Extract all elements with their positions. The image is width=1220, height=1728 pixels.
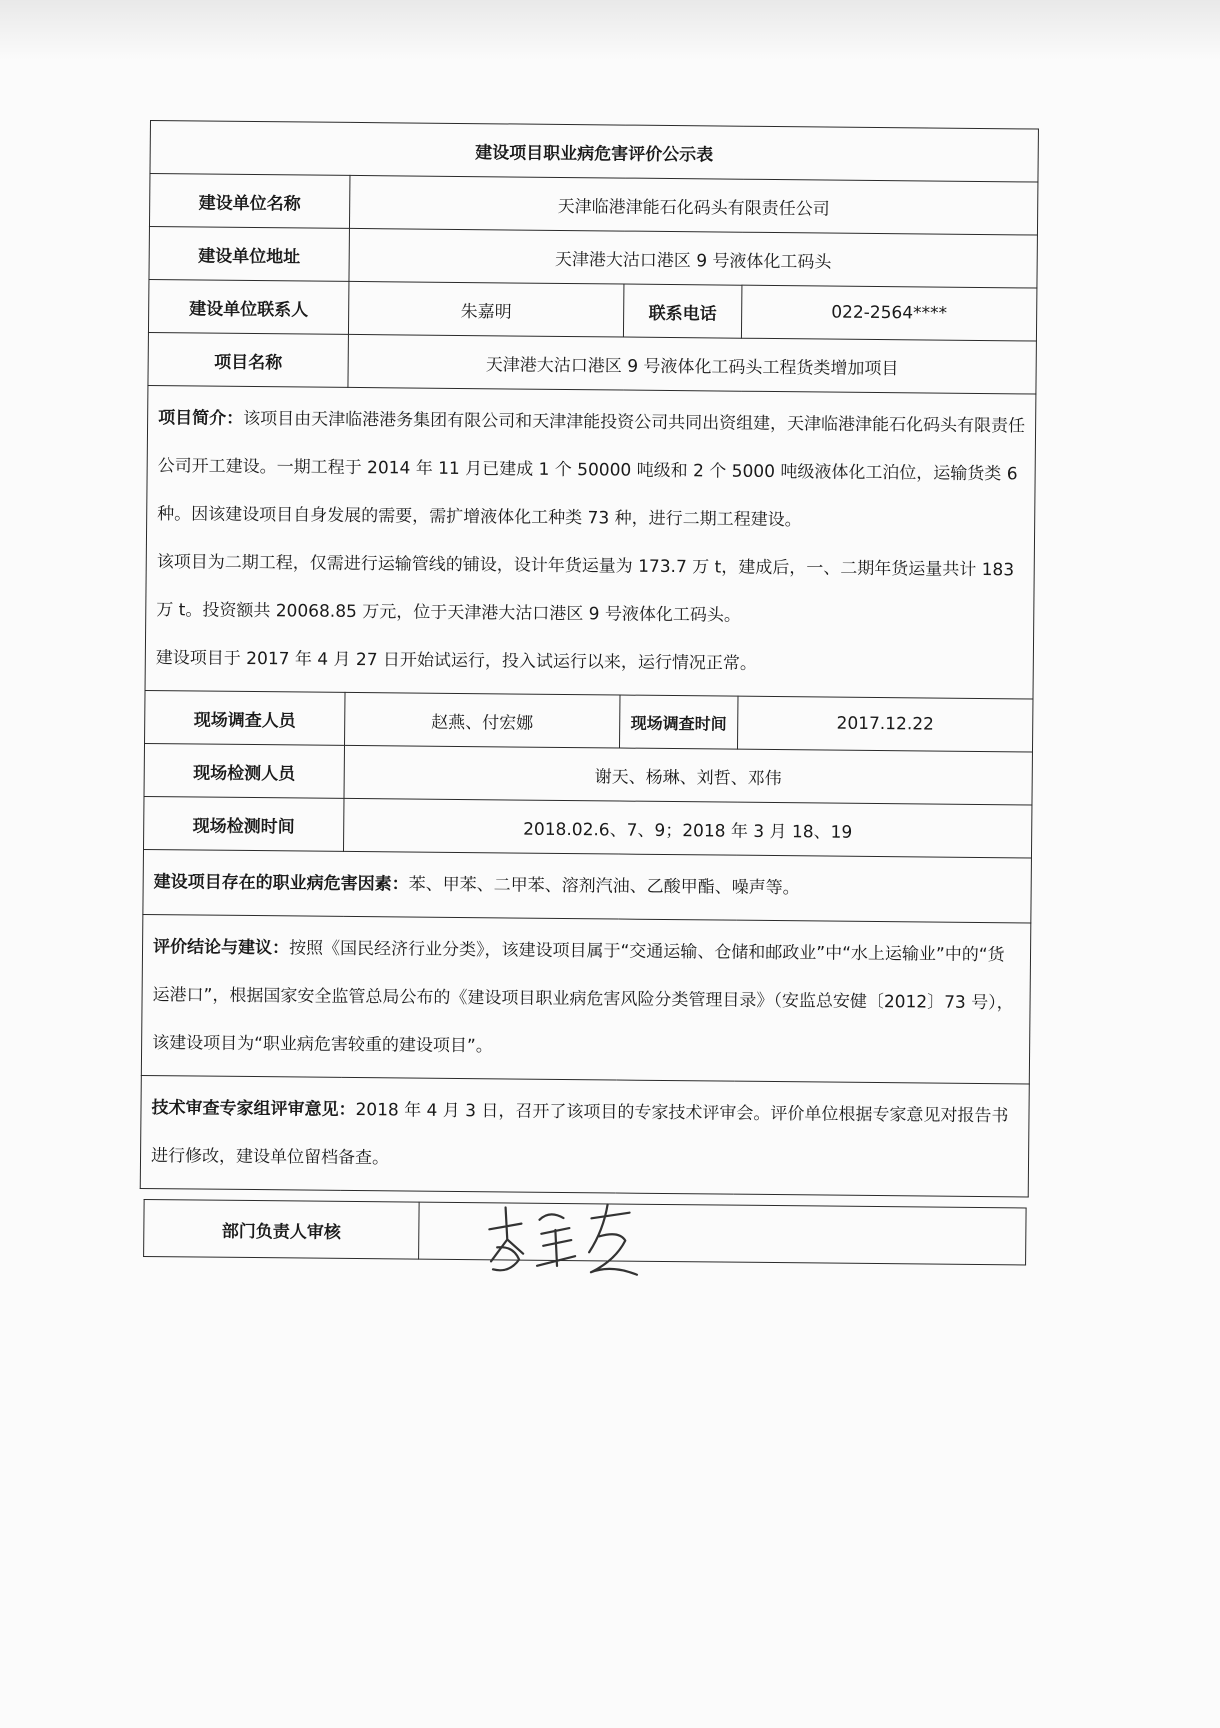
unit-address-value: 天津港大沽口港区 9 号液体化工码头 [349, 228, 1037, 288]
survey-staff-label: 现场调查人员 [145, 690, 345, 745]
project-intro-text-2: 该项目为二期工程，仅需进行运输管线的铺设，设计年货运量为 173.7 万 t，建成后，一、二期年货运量共计 183 万 t。投资额共 20068.85 万元，位于天津港大沽口港区 9 号液体化工码头。 [156, 552, 1015, 626]
evaluation-conclusion [141, 914, 1031, 1084]
project-intro-text-1: 该项目由天津临港港务集团有限公司和天津津能投资公司共同出资组建，天津临港津能石化码头有限责任公司开工建设。一期工程于 2014 年 11 月已建成 1 个 50000 吨级和 2 个 5000 吨级液体化工泊位，运输货类 6 种。因该建设项目自身发展的需要，需扩增液体化工种类 73 种，进行二期工程建设。 [157, 408, 1026, 531]
test-staff-label: 现场检测人员 [144, 743, 344, 798]
approval-label: 部门负责人审核 [144, 1199, 420, 1259]
test-staff-value: 谢天、杨琳、刘哲、邓伟 [344, 745, 1032, 805]
survey-staff-value: 赵燕、付宏娜 [345, 692, 620, 748]
project-name-label: 项目名称 [148, 332, 348, 387]
project-name-value: 天津港大沽口港区 9 号液体化工码头工程货类增加项目 [348, 334, 1036, 394]
signature-icon [479, 1199, 650, 1281]
evaluation-conclusion-label: 评价结论与建议： [152, 937, 290, 959]
expert-review-value: 2018 年 4 月 3 日，召开了该项目的专家技术评审会。评价单位根据专家意见对报告书进行修改，建设单位留档备查。 [150, 1100, 1009, 1169]
hazard-factors [143, 849, 1032, 923]
project-intro [145, 385, 1036, 699]
test-time-value: 2018.02.6、7、9；2018 年 3 月 18、19 [343, 798, 1031, 858]
survey-time-label: 现场调查时间 [619, 695, 738, 749]
project-intro-text-3: 建设项目于 2017 年 4 月 27 日开始试运行，投入试运行以来，运行情况正常。 [155, 648, 758, 674]
phone-value: 022-2564**** [741, 285, 1036, 341]
handwritten-signature [429, 1203, 1016, 1265]
project-intro-label: 项目简介： [158, 408, 244, 429]
hazard-factors-value: 苯、甲苯、二甲苯、溶剂汽油、乙酸甲酯、噪声等。 [408, 874, 800, 899]
survey-time-value: 2017.12.22 [737, 696, 1032, 752]
form-table [140, 120, 1039, 1197]
disclosure-form [139, 120, 1038, 1265]
unit-name-label: 建设单位名称 [149, 174, 349, 229]
approval-table [143, 1199, 1027, 1265]
phone-label: 联系电话 [623, 284, 742, 338]
contact-value: 朱嘉明 [348, 281, 623, 337]
form-title: 建设项目职业病危害评价公示表 [150, 121, 1038, 183]
hazard-factors-label: 建设项目存在的职业病危害因素： [153, 872, 409, 895]
contact-label: 建设单位联系人 [148, 279, 348, 334]
unit-name-value: 天津临港津能石化码头有限责任公司 [349, 175, 1037, 235]
scan-shadow [0, 0, 1220, 60]
unit-address-label: 建设单位地址 [149, 226, 349, 281]
evaluation-conclusion-value: 按照《国民经济行业分类》，该建设项目属于“交通运输、仓储和邮政业”中“水上运输业”中的“货运港口”，根据国家安全监管总局公布的《建设项目职业病危害风险分类管理目录》（安监总安健〔2012〕73 号），该建设项目为“职业病危害较重的建设项目”。 [152, 938, 1014, 1057]
test-time-label: 现场检测时间 [143, 796, 343, 851]
expert-review-label: 技术审查专家组评审意见： [151, 1098, 356, 1121]
approval-signature-cell [419, 1202, 1027, 1265]
expert-review [140, 1075, 1029, 1197]
